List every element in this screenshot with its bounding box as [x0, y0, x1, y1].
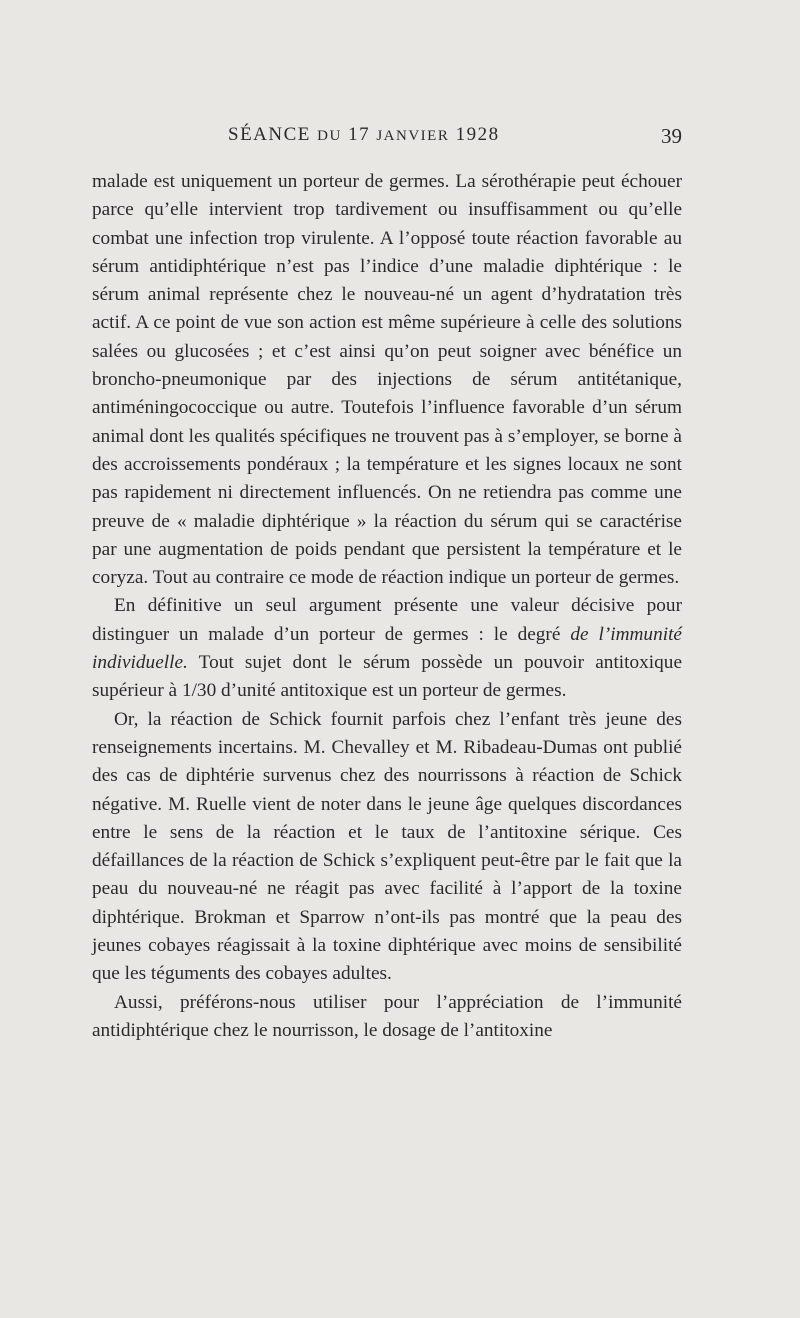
paragraph-text: Or, la réaction de Schick fournit parfois chez l’enfant très jeune des renseignements incertains. M. Chevalley et M. Ribadeau-Dumas ont publié des cas de diphtérie survenus chez des nourrissons à réaction de Schick négative. M. Ruelle vient de noter dans le jeune âge quelques discordances entre le sens de la réaction et le taux de l’antitoxine sérique. Ces défaillances de la réaction de Schick s’expliquent peut-être par le fait que la peau du nouveau-né ne réagit pas avec facilité à l’apport de la toxine diphtérique. Brokman et Sparrow n’ont-ils pas montré que la peau des jeunes cobayes réagissait à la toxine diphtérique avec moins de sensibilité que les téguments des cobayes adultes. — [92, 708, 682, 985]
paragraph-3 — [92, 706, 682, 989]
page-number: 39 — [661, 124, 682, 148]
header-seance: SÉANCE — [228, 124, 311, 145]
italic-term: de l’immunité individuelle. — [92, 623, 682, 674]
header-du: DU — [317, 128, 342, 144]
paragraph-1 — [92, 168, 682, 592]
header-title — [228, 124, 500, 146]
paragraph-text: Aussi, préférons-nous utiliser pour l’appréciation de l’immunité antidiphtérique chez le nourrisson, le dosage de l’antitoxine — [92, 991, 682, 1041]
header-month: JANVIER — [376, 128, 450, 144]
running-header — [228, 124, 682, 154]
paragraph-2 — [92, 592, 682, 705]
paragraph-text: En définitive un seul argument présente une valeur décisive pour distinguer un malade d’un porteur de germes : le degré — [92, 595, 682, 645]
paragraph-text: malade est uniquement un porteur de germes. La sérothérapie peut échouer parce qu’elle intervient trop tardivement ou insuffisamment ou qu’elle combat une infection trop virulente. A l’opposé toute réaction favorable au sérum antidiphtérique n’est pas l’indice d’une maladie diphtérique : le sérum animal représente chez le nouveau-né un agent d’hydratation très actif. A ce point de vue son action est même supérieure à celle des solutions salées ou glucosées ; et c’est ainsi qu’on peut soigner avec bénéfice un broncho-pneumonique par des injections de sérum antitétanique, antiméningococcique ou autre. Toutefois l’influence favorable d’un sérum animal dont les qualités spécifiques ne trouvent pas à s’employer, se borne à des accroissements pondéraux ; la température et les signes locaux ne sont pas rapidement ni directement influencés. On ne retiendra pas comme une preuve de « maladie diphtérique » la réaction du sérum qui se caractérise par une augmentation de poids pendant que persistent la température et le coryza. Tout au contraire ce mode de réaction indique un porteur de germes. — [92, 171, 682, 589]
body-text — [92, 168, 682, 1045]
paragraph-text: Tout sujet dont le sérum possède un pouvoir antitoxique supérieur à 1/30 d’unité antitoxique est un porteur de germes. — [92, 652, 682, 702]
header-day: 17 — [348, 124, 371, 145]
paragraph-4 — [92, 989, 682, 1046]
header-year: 1928 — [455, 124, 500, 145]
